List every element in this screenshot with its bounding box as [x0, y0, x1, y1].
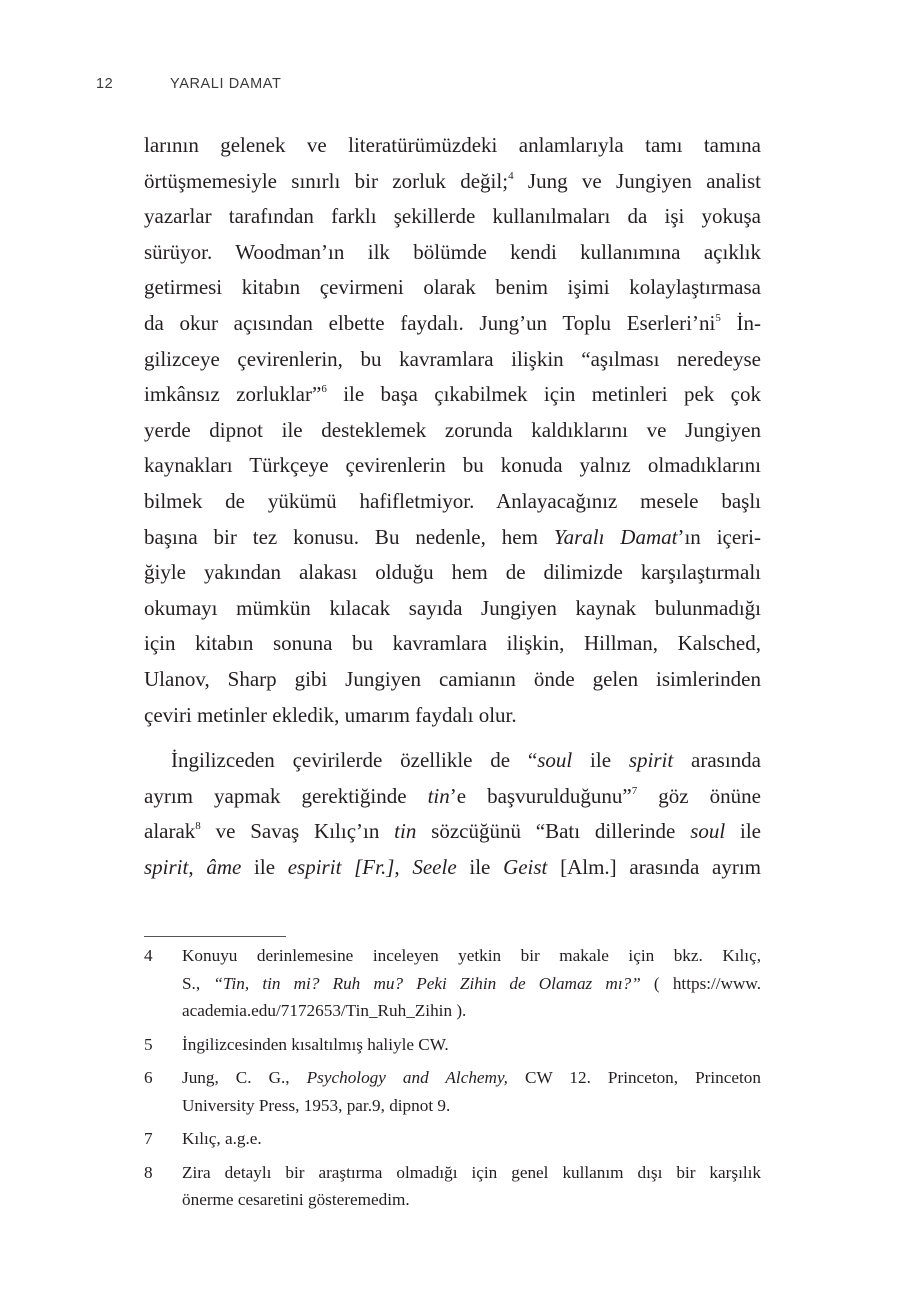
text-run: Jung, C. G., [182, 1068, 307, 1087]
text-line [144, 164, 761, 200]
italic-term: Geist [503, 854, 548, 879]
text-run: ile [725, 819, 762, 844]
text-line [144, 520, 761, 556]
paragraph-1 [144, 128, 761, 733]
text-run: ’ın içeri- [677, 524, 761, 549]
text-line [144, 814, 761, 850]
text-line [144, 698, 761, 734]
article-title-italic: “Tin, tin mi? Ruh mu? Peki Zihin de Olamaz mı?” [213, 973, 641, 993]
text-run: önerme cesaretini gösteremedim. [182, 1190, 410, 1209]
text-run: imkânsız zorluklar” [144, 382, 322, 407]
text-line [144, 270, 761, 306]
text-run: gilizceye çevirenlerin, bu kavramlara ilişkin “aşılması neredeyse [144, 346, 761, 371]
text-run: University Press, 1953, par.9, dipnot 9. [182, 1095, 451, 1115]
text-line [144, 484, 761, 520]
text-run: [Alm.] arasında ayrım [547, 854, 762, 879]
text-run: getirmesi kitabın çevirmeni olarak benim işimi kolaylaştırmasa [144, 275, 761, 300]
text-line [144, 235, 761, 271]
text-run: da okur açısından elbette faydalı. Jung’un Toplu Eserleri’ni [144, 310, 716, 335]
text-run: okumayı mümkün kılacak sayıda Jungiyen kaynak bulunmadığı [144, 595, 761, 620]
italic-term: soul [690, 819, 726, 844]
running-title: YARALI DAMAT [170, 76, 282, 92]
text-line [144, 199, 761, 235]
text-run: arasında [673, 748, 761, 773]
text-line [144, 626, 761, 662]
footnote-number: 8 [144, 1162, 153, 1182]
footnote-line [182, 1031, 761, 1059]
footnote-ref-5[interactable]: 5 [715, 311, 721, 324]
book-title-italic: Psychology and Alchemy, [306, 1068, 508, 1087]
page-number: 12 [96, 76, 114, 92]
running-header [96, 76, 281, 92]
text-run: , [394, 854, 413, 879]
footnote-number: 5 [144, 1034, 153, 1054]
text-run: ile [572, 748, 629, 773]
footnote-line [182, 1092, 761, 1120]
footnote-line [182, 942, 761, 970]
text-line [144, 377, 761, 413]
italic-term: soul [537, 748, 573, 773]
text-run: Konuyu derinlemesine inceleyen yetkin bir makale için bkz. Kılıç, [182, 946, 761, 965]
footnotes [144, 942, 761, 1220]
footnote-6 [144, 1064, 761, 1119]
text-run: yerde dipnot ile desteklemek zorunda kaldıklarını ve Jungiyen [144, 417, 761, 442]
footnote-line [182, 1159, 761, 1187]
paragraph-2 [144, 743, 761, 885]
text-run: İngilizcesinden kısaltılmış haliyle CW. [182, 1034, 449, 1054]
text-run: Kılıç, a.g.e. [182, 1129, 262, 1148]
text-run: sürüyor. Woodman’ın ilk bölümde kendi kullanımına açıklık [144, 239, 761, 264]
text-run: CW 12. Princeton, Princeton [507, 1068, 761, 1087]
text-run: ayrım yapmak gerektiğinde [144, 783, 428, 808]
footnote-ref-6[interactable]: 6 [321, 383, 327, 396]
italic-term: tin [394, 819, 417, 844]
text-line [144, 555, 761, 591]
text-line [144, 413, 761, 449]
footnote-number: 7 [144, 1129, 153, 1148]
footnote-ref-8[interactable]: 8 [195, 820, 201, 833]
text-line [144, 743, 761, 779]
footnote-ref-4[interactable]: 4 [508, 169, 514, 182]
book-title-italic: Yaralı Damat [553, 524, 678, 549]
text-run: ’e başvurulduğunu” [449, 783, 632, 808]
italic-term: tin [427, 783, 450, 808]
italic-term: spirit [144, 854, 189, 879]
text-run: İngilizceden çevirilerde özellikle de “ [171, 748, 538, 773]
text-line [144, 591, 761, 627]
text-line [144, 850, 761, 886]
text-run: ile başa çıkabilmek için metinleri pek çok [326, 382, 761, 407]
text-run: Zira detaylı bir araştırma olmadığı için genel kullanım dışı bir karşılık [182, 1162, 761, 1182]
text-run: ( https://www. [640, 973, 761, 993]
footnote-url[interactable]: academia.edu/7172653/Tin_Ruh_Zihin ). [182, 1001, 467, 1020]
text-run: ile [456, 854, 504, 879]
text-run: Jung ve Jungiyen analist [513, 168, 762, 193]
text-run: kaynakları Türkçeye çevirenlerin bu konuda yalnız olmadıklarını [144, 453, 761, 478]
footnote-line [182, 997, 761, 1025]
footnote-4 [144, 942, 761, 1025]
text-run: sözcüğünü “Batı dillerinde [416, 819, 691, 844]
text-line [144, 128, 761, 164]
text-run: ve Savaş Kılıç’ın [200, 819, 395, 844]
text-run: İn- [720, 310, 761, 335]
footnote-5 [144, 1031, 761, 1059]
text-run: bilmek de yükümü hafifletmiyor. Anlayacağınız mesele başlı [144, 488, 761, 513]
text-run: alarak [144, 819, 196, 844]
text-run: S., [182, 973, 214, 993]
text-run: göz önüne [637, 783, 761, 808]
text-run: çeviri metinler ekledik, umarım faydalı olur. [144, 702, 517, 727]
text-run: başına bir tez konusu. Bu nedenle, hem [144, 524, 554, 549]
text-line [144, 779, 761, 815]
text-run: larının gelenek ve literatürümüzdeki anlamlarıyla tamı tamına [144, 133, 761, 157]
italic-term: spirit [628, 748, 674, 773]
footnote-number: 6 [144, 1068, 153, 1087]
text-run: yazarlar tarafından farklı şekillerde kullanılmaları da işi yokuşa [144, 204, 761, 229]
footnote-line [182, 1186, 761, 1214]
text-run: ğiyle yakından alakası olduğu hem de dilimizde karşılaştırmalı [144, 560, 761, 585]
footnote-line [182, 1125, 761, 1153]
text-line [144, 448, 761, 484]
italic-term: Seele [412, 854, 457, 879]
footnote-7 [144, 1125, 761, 1153]
text-run: örtüşmemesiyle sınırlı bir zorluk değil; [144, 168, 509, 193]
text-line [144, 662, 761, 698]
footnote-number: 4 [144, 946, 153, 965]
main-text [144, 128, 761, 885]
text-line [144, 342, 761, 378]
italic-term: âme [206, 854, 242, 879]
italic-term: espirit [Fr.] [287, 854, 395, 879]
text-run: Ulanov, Sharp gibi Jungiyen camianın önde gelen isimlerinden [144, 666, 761, 691]
text-run: , [188, 854, 207, 879]
footnote-8 [144, 1159, 761, 1214]
footnote-line [182, 1064, 761, 1092]
footnote-line [182, 970, 761, 998]
text-run: ile [241, 854, 288, 879]
text-run: için kitabın sonuna bu kavramlara ilişkin, Hillman, Kalsched, [144, 631, 761, 656]
footnote-ref-7[interactable]: 7 [631, 784, 638, 797]
footnote-separator [144, 936, 286, 937]
text-line [144, 306, 761, 342]
